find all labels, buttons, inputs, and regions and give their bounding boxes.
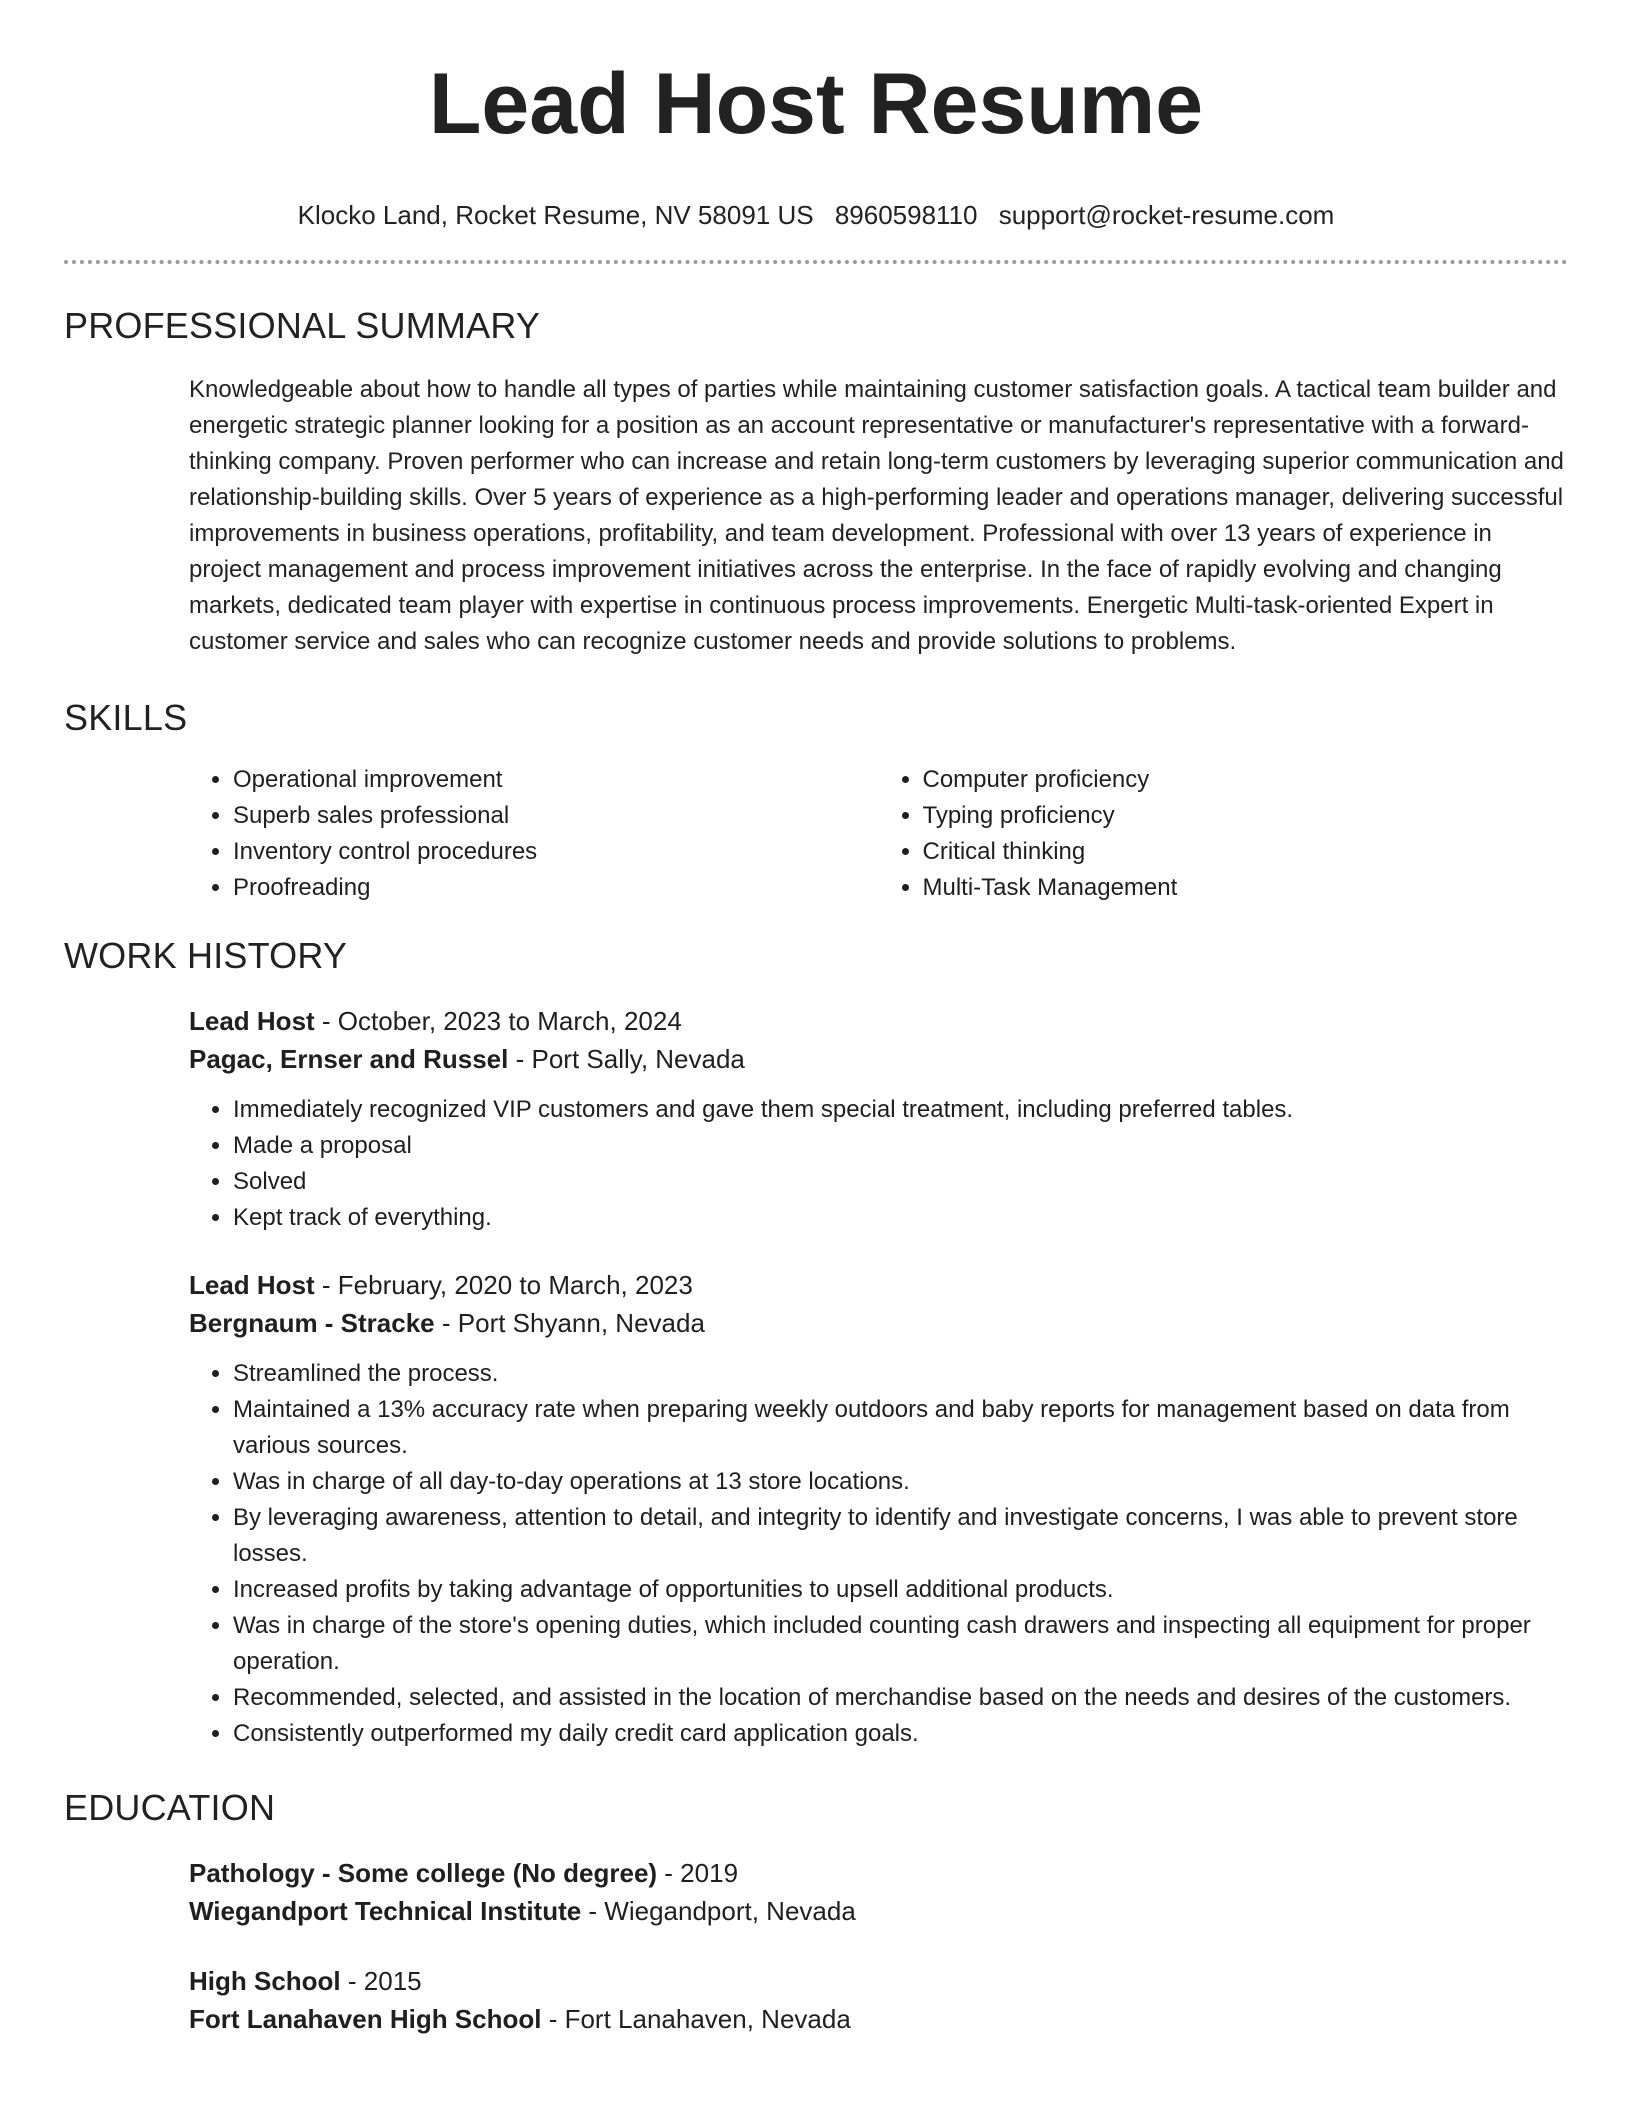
job-bullet: • Streamlined the process. <box>233 1356 1568 1392</box>
job-company: Pagac, Ernser and Russel <box>189 1044 509 1074</box>
job-bullet: • Recommended, selected, and assisted in the location of merchandise based on the needs and desires of the customers. <box>233 1680 1568 1716</box>
job-entry <box>189 1266 1568 1752</box>
job-company-line <box>189 1304 1568 1342</box>
contact-email: support@rocket-resume.com <box>998 200 1335 230</box>
job-bullet: • Kept track of everything. <box>233 1200 1568 1236</box>
job-location: - Port Sally, Nevada <box>508 1044 745 1074</box>
education-year: - 2015 <box>340 1966 422 1996</box>
education-location: - Wiegandport, Nevada <box>581 1896 856 1926</box>
page-title: Lead Host Resume <box>428 56 1204 152</box>
job-company: Bergnaum - Stracke <box>189 1308 435 1338</box>
contact-line <box>64 198 1568 232</box>
summary-text: Knowledgeable about how to handle all types of parties while maintaining customer satisfaction goals. A tactical team builder and energetic strategic planner looking for a position as an account representative or manufacturer's representative with a forward-thinking company. Proven performer who can increase and retain long-term customers by leveraging superior communication and relationship-building skills. Over 5 years of experience as a high-performing leader and operations manager, delivering successful improvements in business operations, profitability, and team development. Professional with over 13 years of experience in project management and process improvement initiatives across the enterprise. In the face of rapidly evolving and changing markets, dedicated team player with expertise in continuous process improvements. Energetic Multi-task-oriented Expert in customer service and sales who can recognize customer needs and provide solutions to problems. <box>189 376 1564 655</box>
skills-list <box>189 762 1568 906</box>
job-entry <box>189 1002 1568 1236</box>
skill-item: • Superb sales professional <box>233 798 879 834</box>
job-bullet: • Maintained a 13% accuracy rate when preparing weekly outdoors and baby reports for management based on data from various sources. <box>233 1392 1568 1464</box>
contact-address: Klocko Land, Rocket Resume, NV 58091 US <box>297 200 814 230</box>
education-entry <box>189 1854 1568 1930</box>
job-bullet: • Was in charge of all day-to-day operations at 13 store locations. <box>233 1464 1568 1500</box>
education-school-line <box>189 1892 1568 1930</box>
job-bullet: • By leveraging awareness, attention to detail, and integrity to identify and investigate concerns, I was able to prevent store losses. <box>233 1500 1568 1572</box>
skills-column-left <box>189 762 879 906</box>
job-bullets <box>189 1092 1568 1236</box>
job-bullet: • Increased profits by taking advantage of opportunities to upsell additional products. <box>233 1572 1568 1608</box>
education-degree-line <box>189 1854 1568 1892</box>
education-degree: High School <box>189 1966 341 1996</box>
job-dates: - October, 2023 to March, 2024 <box>314 1006 682 1036</box>
summary-heading: PROFESSIONAL SUMMARY <box>64 305 541 346</box>
job-title-line <box>189 1002 1568 1040</box>
job-bullet: • Made a proposal <box>233 1128 1568 1164</box>
skill-item: • Critical thinking <box>923 834 1569 870</box>
skill-item: • Operational improvement <box>233 762 879 798</box>
job-title: Lead Host <box>189 1006 315 1036</box>
job-bullet: • Solved <box>233 1164 1568 1200</box>
skills-column-right <box>879 762 1569 906</box>
job-title-line <box>189 1266 1568 1304</box>
job-company-line <box>189 1040 1568 1078</box>
skill-item: • Multi-Task Management <box>923 870 1569 906</box>
job-location: - Port Shyann, Nevada <box>434 1308 705 1338</box>
education-school-line <box>189 2000 1568 2038</box>
education-school: Fort Lanahaven High School <box>189 2004 542 2034</box>
education-location: - Fort Lanahaven, Nevada <box>541 2004 851 2034</box>
education-degree: Pathology - Some college (No degree) <box>189 1858 658 1888</box>
header-divider <box>64 260 1568 264</box>
work-history-heading: WORK HISTORY <box>64 935 348 976</box>
education-degree-line <box>189 1962 1568 2000</box>
job-bullet: • Consistently outperformed my daily credit card application goals. <box>233 1716 1568 1752</box>
skill-item: • Typing proficiency <box>923 798 1569 834</box>
skills-heading: SKILLS <box>64 697 188 738</box>
education-entry <box>189 1962 1568 2038</box>
job-bullet: • Immediately recognized VIP customers and gave them special treatment, including preferred tables. <box>233 1092 1568 1128</box>
job-title: Lead Host <box>189 1270 315 1300</box>
skill-item: • Inventory control procedures <box>233 834 879 870</box>
education-school: Wiegandport Technical Institute <box>189 1896 582 1926</box>
education-heading: EDUCATION <box>64 1787 276 1828</box>
education-year: - 2019 <box>657 1858 739 1888</box>
job-bullets <box>189 1356 1568 1752</box>
skill-item: • Proofreading <box>233 870 879 906</box>
skill-item: • Computer proficiency <box>923 762 1569 798</box>
job-bullet: • Was in charge of the store's opening duties, which included counting cash drawers and inspecting all equipment for proper operation. <box>233 1608 1568 1680</box>
job-dates: - February, 2020 to March, 2023 <box>314 1270 693 1300</box>
contact-phone: 8960598110 <box>834 200 978 230</box>
